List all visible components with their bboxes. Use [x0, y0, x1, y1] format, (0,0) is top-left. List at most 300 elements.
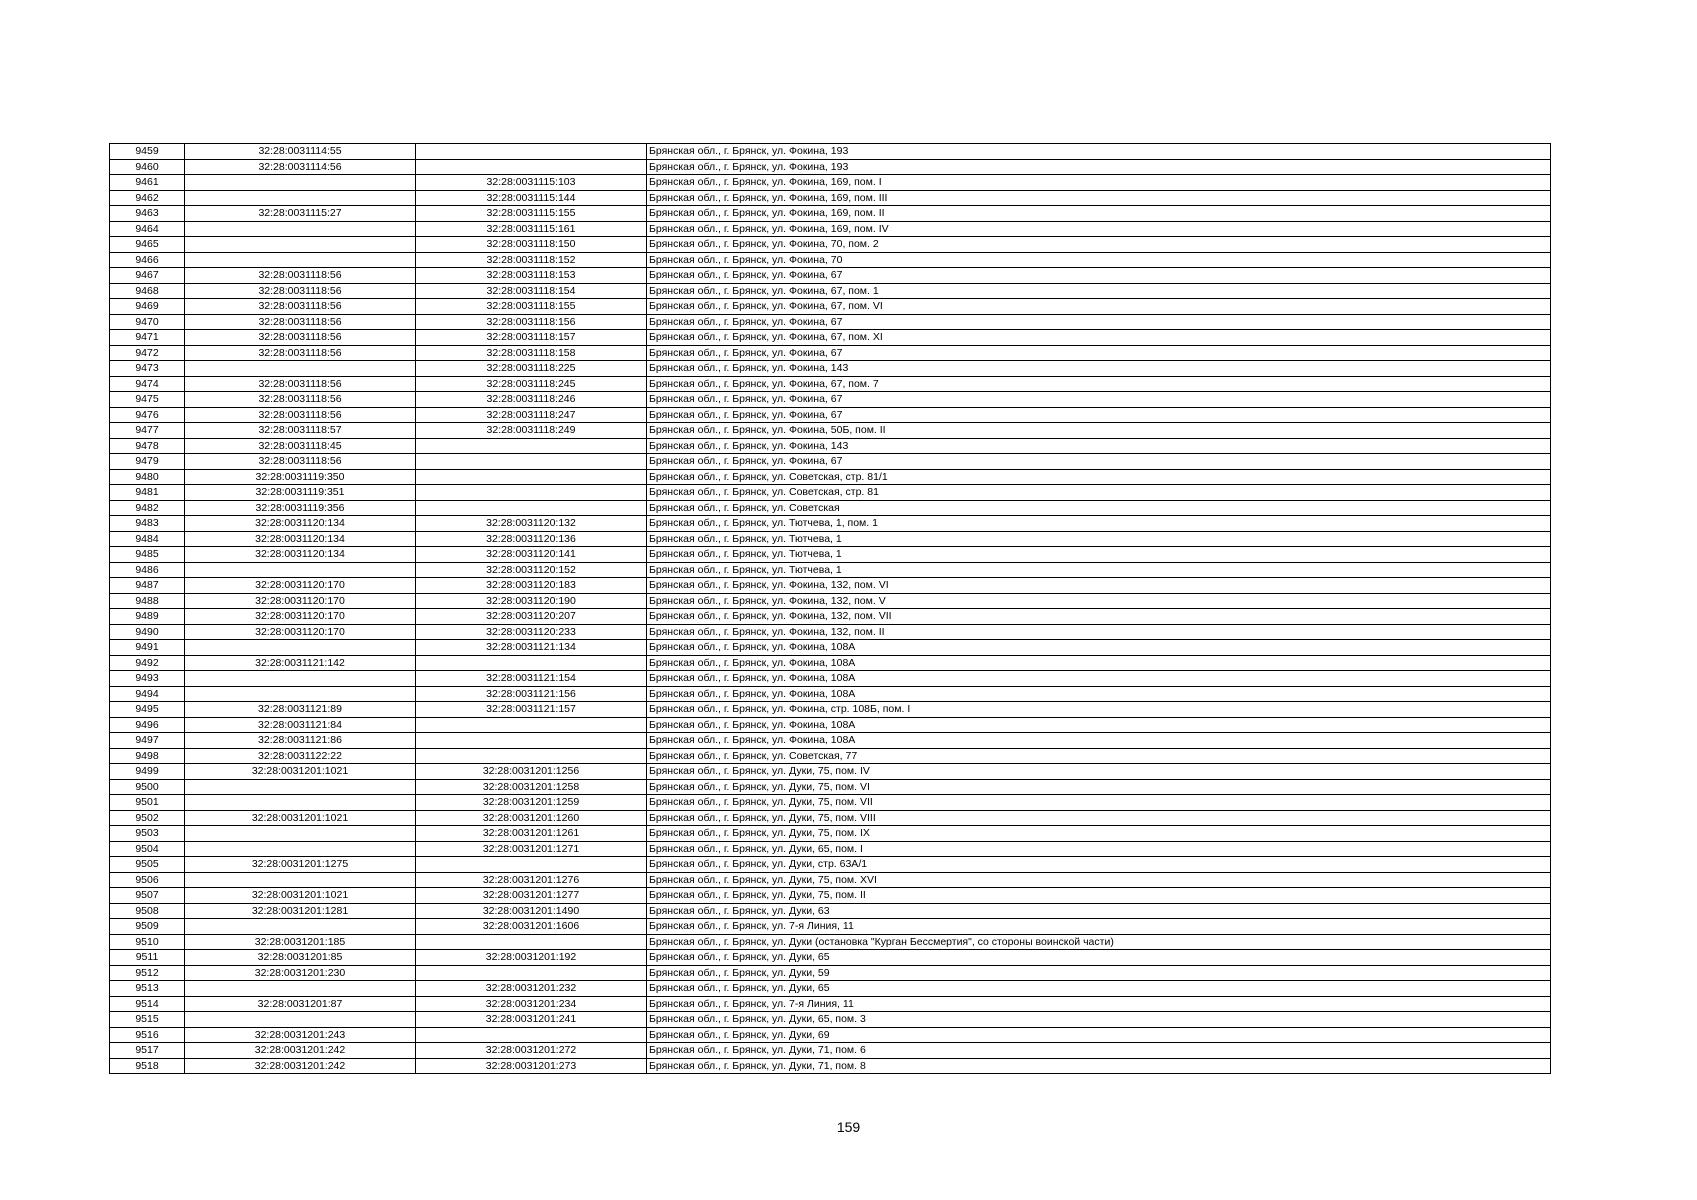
address-cell: Брянская обл., г. Брянск, ул. 7-я Линия, 11 — [647, 996, 1551, 1012]
table-row — [110, 547, 1551, 563]
table-row — [110, 159, 1551, 175]
address-cell: Брянская обл., г. Брянск, ул. Фокина, 132, пом. VII — [647, 609, 1551, 625]
building-cadastral-number-cell: 32:28:0031120:136 — [416, 531, 647, 547]
table-row — [110, 888, 1551, 904]
address-cell: Брянская обл., г. Брянск, ул. Дуки, 75, пом. VII — [647, 795, 1551, 811]
row-number-cell: 9468 — [110, 283, 185, 299]
table-row — [110, 469, 1551, 485]
land-cadastral-number-cell: 32:28:0031118:56 — [185, 376, 416, 392]
building-cadastral-number-cell: 32:28:0031201:1256 — [416, 764, 647, 780]
row-number-cell: 9478 — [110, 438, 185, 454]
table-row — [110, 221, 1551, 237]
building-cadastral-number-cell: 32:28:0031118:150 — [416, 237, 647, 253]
table-row — [110, 686, 1551, 702]
building-cadastral-number-cell: 32:28:0031118:245 — [416, 376, 647, 392]
table-row — [110, 485, 1551, 501]
row-number-cell: 9484 — [110, 531, 185, 547]
building-cadastral-number-cell: 32:28:0031118:225 — [416, 361, 647, 377]
row-number-cell: 9483 — [110, 516, 185, 532]
row-number-cell: 9482 — [110, 500, 185, 516]
table-row — [110, 609, 1551, 625]
land-cadastral-number-cell: 32:28:0031118:56 — [185, 299, 416, 315]
row-number-cell: 9507 — [110, 888, 185, 904]
row-number-cell: 9493 — [110, 671, 185, 687]
land-cadastral-number-cell: 32:28:0031121:89 — [185, 702, 416, 718]
row-number-cell: 9500 — [110, 779, 185, 795]
table-row — [110, 702, 1551, 718]
table-row — [110, 500, 1551, 516]
address-cell: Брянская обл., г. Брянск, ул. Тютчева, 1 — [647, 547, 1551, 563]
address-cell: Брянская обл., г. Брянск, ул. Фокина, 108А — [647, 717, 1551, 733]
table-row — [110, 206, 1551, 222]
address-cell: Брянская обл., г. Брянск, ул. Фокина, 67 — [647, 407, 1551, 423]
row-number-cell: 9495 — [110, 702, 185, 718]
address-cell: Брянская обл., г. Брянск, ул. Дуки, 63 — [647, 903, 1551, 919]
building-cadastral-number-cell — [416, 500, 647, 516]
land-cadastral-number-cell: 32:28:0031120:170 — [185, 609, 416, 625]
building-cadastral-number-cell: 32:28:0031118:154 — [416, 283, 647, 299]
land-cadastral-number-cell: 32:28:0031120:170 — [185, 593, 416, 609]
row-number-cell: 9515 — [110, 1012, 185, 1028]
building-cadastral-number-cell: 32:28:0031118:249 — [416, 423, 647, 439]
address-cell: Брянская обл., г. Брянск, ул. Фокина, 67 — [647, 314, 1551, 330]
table-row — [110, 1012, 1551, 1028]
address-cell: Брянская обл., г. Брянск, ул. Советская, стр. 81 — [647, 485, 1551, 501]
land-cadastral-number-cell: 32:28:0031201:1021 — [185, 810, 416, 826]
address-cell: Брянская обл., г. Брянск, ул. Дуки, 71, пом. 6 — [647, 1043, 1551, 1059]
address-cell: Брянская обл., г. Брянск, ул. Фокина, 169, пом. IV — [647, 221, 1551, 237]
row-number-cell: 9470 — [110, 314, 185, 330]
land-cadastral-number-cell: 32:28:0031118:56 — [185, 268, 416, 284]
building-cadastral-number-cell: 32:28:0031120:132 — [416, 516, 647, 532]
address-cell: Брянская обл., г. Брянск, ул. Фокина, 67 — [647, 345, 1551, 361]
building-cadastral-number-cell — [416, 454, 647, 470]
land-cadastral-number-cell: 32:28:0031118:56 — [185, 330, 416, 346]
address-cell: Брянская обл., г. Брянск, ул. Фокина, 67, пом. 1 — [647, 283, 1551, 299]
land-cadastral-number-cell: 32:28:0031201:243 — [185, 1027, 416, 1043]
land-cadastral-number-cell: 32:28:0031118:56 — [185, 454, 416, 470]
address-cell: Брянская обл., г. Брянск, ул. Фокина, 67 — [647, 392, 1551, 408]
row-number-cell: 9476 — [110, 407, 185, 423]
table-row — [110, 516, 1551, 532]
row-number-cell: 9506 — [110, 872, 185, 888]
building-cadastral-number-cell — [416, 857, 647, 873]
address-cell: Брянская обл., г. Брянск, ул. Дуки, 75, пом. VIII — [647, 810, 1551, 826]
building-cadastral-number-cell: 32:28:0031115:144 — [416, 190, 647, 206]
land-cadastral-number-cell: 32:28:0031201:85 — [185, 950, 416, 966]
building-cadastral-number-cell: 32:28:0031201:1260 — [416, 810, 647, 826]
row-number-cell: 9464 — [110, 221, 185, 237]
building-cadastral-number-cell: 32:28:0031118:157 — [416, 330, 647, 346]
address-cell: Брянская обл., г. Брянск, ул. Фокина, 169, пом. II — [647, 206, 1551, 222]
row-number-cell: 9516 — [110, 1027, 185, 1043]
land-cadastral-number-cell: 32:28:0031118:56 — [185, 283, 416, 299]
table-row — [110, 950, 1551, 966]
row-number-cell: 9510 — [110, 934, 185, 950]
row-number-cell: 9517 — [110, 1043, 185, 1059]
building-cadastral-number-cell: 32:28:0031120:152 — [416, 562, 647, 578]
building-cadastral-number-cell: 32:28:0031201:241 — [416, 1012, 647, 1028]
land-cadastral-number-cell: 32:28:0031118:45 — [185, 438, 416, 454]
land-cadastral-number-cell: 32:28:0031201:1021 — [185, 764, 416, 780]
table-row — [110, 438, 1551, 454]
row-number-cell: 9518 — [110, 1058, 185, 1074]
table-row — [110, 268, 1551, 284]
address-cell: Брянская обл., г. Брянск, ул. Фокина, 108А — [647, 671, 1551, 687]
table-row — [110, 407, 1551, 423]
address-cell: Брянская обл., г. Брянск, ул. 7-я Линия, 11 — [647, 919, 1551, 935]
table-row — [110, 981, 1551, 997]
land-cadastral-number-cell — [185, 779, 416, 795]
table-row — [110, 392, 1551, 408]
table-row — [110, 624, 1551, 640]
building-cadastral-number-cell: 32:28:0031115:103 — [416, 175, 647, 191]
table-row — [110, 376, 1551, 392]
address-cell: Брянская обл., г. Брянск, ул. Фокина, 169, пом. III — [647, 190, 1551, 206]
land-cadastral-number-cell: 32:28:0031115:27 — [185, 206, 416, 222]
row-number-cell: 9474 — [110, 376, 185, 392]
land-cadastral-number-cell: 32:28:0031120:134 — [185, 547, 416, 563]
land-cadastral-number-cell: 32:28:0031121:142 — [185, 655, 416, 671]
row-number-cell: 9472 — [110, 345, 185, 361]
row-number-cell: 9460 — [110, 159, 185, 175]
row-number-cell: 9497 — [110, 733, 185, 749]
row-number-cell: 9462 — [110, 190, 185, 206]
table-row — [110, 531, 1551, 547]
table-row — [110, 175, 1551, 191]
row-number-cell: 9505 — [110, 857, 185, 873]
land-cadastral-number-cell — [185, 221, 416, 237]
row-number-cell: 9469 — [110, 299, 185, 315]
address-cell: Брянская обл., г. Брянск, ул. Фокина, 67 — [647, 268, 1551, 284]
address-cell: Брянская обл., г. Брянск, ул. Дуки, 75, пом. II — [647, 888, 1551, 904]
row-number-cell: 9502 — [110, 810, 185, 826]
row-number-cell: 9512 — [110, 965, 185, 981]
table-row — [110, 1043, 1551, 1059]
land-cadastral-number-cell — [185, 671, 416, 687]
page-number: 159 — [836, 1119, 861, 1135]
building-cadastral-number-cell — [416, 733, 647, 749]
table-row — [110, 996, 1551, 1012]
building-cadastral-number-cell: 32:28:0031201:272 — [416, 1043, 647, 1059]
land-cadastral-number-cell: 32:28:0031122:22 — [185, 748, 416, 764]
address-cell: Брянская обл., г. Брянск, ул. Советская — [647, 500, 1551, 516]
table-row — [110, 903, 1551, 919]
table-row — [110, 330, 1551, 346]
address-cell: Брянская обл., г. Брянск, ул. Фокина, 108А — [647, 686, 1551, 702]
address-cell: Брянская обл., г. Брянск, ул. Дуки, 75, пом. IX — [647, 826, 1551, 842]
row-number-cell: 9473 — [110, 361, 185, 377]
building-cadastral-number-cell: 32:28:0031201:1271 — [416, 841, 647, 857]
row-number-cell: 9509 — [110, 919, 185, 935]
row-number-cell: 9489 — [110, 609, 185, 625]
table-row — [110, 299, 1551, 315]
address-cell: Брянская обл., г. Брянск, ул. Дуки, 75, пом. IV — [647, 764, 1551, 780]
table-row — [110, 764, 1551, 780]
address-cell: Брянская обл., г. Брянск, ул. Дуки, 75, пом. VI — [647, 779, 1551, 795]
address-cell: Брянская обл., г. Брянск, ул. Тютчева, 1 — [647, 531, 1551, 547]
land-cadastral-number-cell: 32:28:0031118:56 — [185, 345, 416, 361]
table-row — [110, 934, 1551, 950]
land-cadastral-number-cell — [185, 640, 416, 656]
land-cadastral-number-cell: 32:28:0031120:170 — [185, 578, 416, 594]
row-number-cell: 9465 — [110, 237, 185, 253]
building-cadastral-number-cell — [416, 965, 647, 981]
building-cadastral-number-cell: 32:28:0031201:232 — [416, 981, 647, 997]
address-cell: Брянская обл., г. Брянск, ул. Дуки, 75, пом. XVI — [647, 872, 1551, 888]
land-cadastral-number-cell: 32:28:0031119:356 — [185, 500, 416, 516]
address-cell: Брянская обл., г. Брянск, ул. Дуки, 65 — [647, 981, 1551, 997]
building-cadastral-number-cell: 32:28:0031201:1490 — [416, 903, 647, 919]
building-cadastral-number-cell — [416, 934, 647, 950]
land-cadastral-number-cell: 32:28:0031201:185 — [185, 934, 416, 950]
land-cadastral-number-cell — [185, 237, 416, 253]
land-cadastral-number-cell: 32:28:0031119:351 — [185, 485, 416, 501]
address-cell: Брянская обл., г. Брянск, ул. Фокина, 193 — [647, 159, 1551, 175]
building-cadastral-number-cell: 32:28:0031120:233 — [416, 624, 647, 640]
table-row — [110, 857, 1551, 873]
land-cadastral-number-cell — [185, 795, 416, 811]
building-cadastral-number-cell: 32:28:0031118:155 — [416, 299, 647, 315]
land-cadastral-number-cell: 32:28:0031120:170 — [185, 624, 416, 640]
building-cadastral-number-cell: 32:28:0031120:190 — [416, 593, 647, 609]
table-row — [110, 454, 1551, 470]
address-cell: Брянская обл., г. Брянск, ул. Тютчева, 1 — [647, 562, 1551, 578]
land-cadastral-number-cell — [185, 686, 416, 702]
address-cell: Брянская обл., г. Брянск, ул. Фокина, 67, пом. VI — [647, 299, 1551, 315]
building-cadastral-number-cell: 32:28:0031118:158 — [416, 345, 647, 361]
table-row — [110, 640, 1551, 656]
address-cell: Брянская обл., г. Брянск, ул. Фокина, 143 — [647, 361, 1551, 377]
building-cadastral-number-cell — [416, 159, 647, 175]
address-cell: Брянская обл., г. Брянск, ул. Фокина, 108А — [647, 640, 1551, 656]
address-cell: Брянская обл., г. Брянск, ул. Фокина, 67 — [647, 454, 1551, 470]
land-cadastral-number-cell: 32:28:0031201:87 — [185, 996, 416, 1012]
building-cadastral-number-cell: 32:28:0031118:246 — [416, 392, 647, 408]
building-cadastral-number-cell: 32:28:0031201:1259 — [416, 795, 647, 811]
address-cell: Брянская обл., г. Брянск, ул. Фокина, 143 — [647, 438, 1551, 454]
building-cadastral-number-cell — [416, 655, 647, 671]
table-row — [110, 965, 1551, 981]
table-row — [110, 1027, 1551, 1043]
table-row — [110, 810, 1551, 826]
address-cell: Брянская обл., г. Брянск, ул. Фокина, 50Б, пом. II — [647, 423, 1551, 439]
building-cadastral-number-cell: 32:28:0031121:154 — [416, 671, 647, 687]
building-cadastral-number-cell — [416, 485, 647, 501]
building-cadastral-number-cell: 32:28:0031121:157 — [416, 702, 647, 718]
land-cadastral-number-cell — [185, 826, 416, 842]
address-cell: Брянская обл., г. Брянск, ул. Советская, стр. 81/1 — [647, 469, 1551, 485]
address-cell: Брянская обл., г. Брянск, ул. Фокина, 67, пом. 7 — [647, 376, 1551, 392]
table-row — [110, 826, 1551, 842]
address-cell: Брянская обл., г. Брянск, ул. Дуки, стр. 63А/1 — [647, 857, 1551, 873]
row-number-cell: 9479 — [110, 454, 185, 470]
land-cadastral-number-cell — [185, 841, 416, 857]
building-cadastral-number-cell — [416, 748, 647, 764]
address-cell: Брянская обл., г. Брянск, ул. Фокина, 132, пом. VI — [647, 578, 1551, 594]
row-number-cell: 9471 — [110, 330, 185, 346]
land-cadastral-number-cell: 32:28:0031118:56 — [185, 392, 416, 408]
building-cadastral-number-cell: 32:28:0031201:1606 — [416, 919, 647, 935]
table-row — [110, 795, 1551, 811]
land-cadastral-number-cell: 32:28:0031118:57 — [185, 423, 416, 439]
building-cadastral-number-cell — [416, 469, 647, 485]
row-number-cell: 9480 — [110, 469, 185, 485]
row-number-cell: 9467 — [110, 268, 185, 284]
land-cadastral-number-cell: 32:28:0031201:1021 — [185, 888, 416, 904]
row-number-cell: 9459 — [110, 144, 185, 160]
address-cell: Брянская обл., г. Брянск, ул. Тютчева, 1, пом. 1 — [647, 516, 1551, 532]
table-row — [110, 345, 1551, 361]
land-cadastral-number-cell: 32:28:0031201:242 — [185, 1043, 416, 1059]
building-cadastral-number-cell: 32:28:0031201:1261 — [416, 826, 647, 842]
table-row — [110, 872, 1551, 888]
building-cadastral-number-cell: 32:28:0031120:141 — [416, 547, 647, 563]
table-row — [110, 252, 1551, 268]
row-number-cell: 9477 — [110, 423, 185, 439]
building-cadastral-number-cell: 32:28:0031121:134 — [416, 640, 647, 656]
building-cadastral-number-cell: 32:28:0031201:273 — [416, 1058, 647, 1074]
land-cadastral-number-cell: 32:28:0031118:56 — [185, 314, 416, 330]
row-number-cell: 9466 — [110, 252, 185, 268]
table-row — [110, 361, 1551, 377]
land-cadastral-number-cell — [185, 1012, 416, 1028]
building-cadastral-number-cell: 32:28:0031118:247 — [416, 407, 647, 423]
registry-table-body — [110, 144, 1551, 1074]
table-row — [110, 283, 1551, 299]
row-number-cell: 9481 — [110, 485, 185, 501]
building-cadastral-number-cell — [416, 1027, 647, 1043]
row-number-cell: 9498 — [110, 748, 185, 764]
address-cell: Брянская обл., г. Брянск, ул. Дуки, 69 — [647, 1027, 1551, 1043]
property-registry-table — [109, 143, 1551, 1074]
row-number-cell: 9501 — [110, 795, 185, 811]
table-row — [110, 314, 1551, 330]
table-row — [110, 717, 1551, 733]
address-cell: Брянская обл., г. Брянск, ул. Дуки, 59 — [647, 965, 1551, 981]
land-cadastral-number-cell: 32:28:0031121:86 — [185, 733, 416, 749]
row-number-cell: 9491 — [110, 640, 185, 656]
land-cadastral-number-cell — [185, 562, 416, 578]
building-cadastral-number-cell — [416, 144, 647, 160]
building-cadastral-number-cell: 32:28:0031115:161 — [416, 221, 647, 237]
row-number-cell: 9499 — [110, 764, 185, 780]
building-cadastral-number-cell: 32:28:0031201:1277 — [416, 888, 647, 904]
building-cadastral-number-cell: 32:28:0031201:234 — [416, 996, 647, 1012]
land-cadastral-number-cell: 32:28:0031114:56 — [185, 159, 416, 175]
row-number-cell: 9496 — [110, 717, 185, 733]
table-row — [110, 578, 1551, 594]
building-cadastral-number-cell: 32:28:0031120:183 — [416, 578, 647, 594]
building-cadastral-number-cell: 32:28:0031121:156 — [416, 686, 647, 702]
building-cadastral-number-cell: 32:28:0031201:1258 — [416, 779, 647, 795]
building-cadastral-number-cell: 32:28:0031115:155 — [416, 206, 647, 222]
address-cell: Брянская обл., г. Брянск, ул. Фокина, 132, пом. II — [647, 624, 1551, 640]
row-number-cell: 9513 — [110, 981, 185, 997]
row-number-cell: 9492 — [110, 655, 185, 671]
land-cadastral-number-cell — [185, 981, 416, 997]
land-cadastral-number-cell: 32:28:0031201:1275 — [185, 857, 416, 873]
address-cell: Брянская обл., г. Брянск, ул. Дуки, 65, пом. I — [647, 841, 1551, 857]
row-number-cell: 9494 — [110, 686, 185, 702]
table-row — [110, 144, 1551, 160]
address-cell: Брянская обл., г. Брянск, ул. Дуки, 71, пом. 8 — [647, 1058, 1551, 1074]
row-number-cell: 9508 — [110, 903, 185, 919]
table-row — [110, 733, 1551, 749]
land-cadastral-number-cell: 32:28:0031121:84 — [185, 717, 416, 733]
land-cadastral-number-cell — [185, 252, 416, 268]
table-row — [110, 841, 1551, 857]
table-row — [110, 423, 1551, 439]
row-number-cell: 9475 — [110, 392, 185, 408]
land-cadastral-number-cell: 32:28:0031118:56 — [185, 407, 416, 423]
building-cadastral-number-cell — [416, 438, 647, 454]
building-cadastral-number-cell: 32:28:0031120:207 — [416, 609, 647, 625]
table-row — [110, 237, 1551, 253]
land-cadastral-number-cell: 32:28:0031114:55 — [185, 144, 416, 160]
land-cadastral-number-cell: 32:28:0031201:230 — [185, 965, 416, 981]
land-cadastral-number-cell: 32:28:0031120:134 — [185, 516, 416, 532]
table-row — [110, 655, 1551, 671]
table-row — [110, 671, 1551, 687]
row-number-cell: 9488 — [110, 593, 185, 609]
land-cadastral-number-cell — [185, 190, 416, 206]
address-cell: Брянская обл., г. Брянск, ул. Дуки, 65, пом. 3 — [647, 1012, 1551, 1028]
row-number-cell: 9486 — [110, 562, 185, 578]
table-row — [110, 593, 1551, 609]
land-cadastral-number-cell — [185, 361, 416, 377]
row-number-cell: 9461 — [110, 175, 185, 191]
land-cadastral-number-cell: 32:28:0031201:1281 — [185, 903, 416, 919]
address-cell: Брянская обл., г. Брянск, ул. Фокина, 108А — [647, 655, 1551, 671]
table-row — [110, 1058, 1551, 1074]
address-cell: Брянская обл., г. Брянск, ул. Дуки (остановка "Курган Бессмертия", со стороны воинской части) — [647, 934, 1551, 950]
address-cell: Брянская обл., г. Брянск, ул. Фокина, 70, пом. 2 — [647, 237, 1551, 253]
address-cell: Брянская обл., г. Брянск, ул. Фокина, 67, пом. XI — [647, 330, 1551, 346]
land-cadastral-number-cell — [185, 919, 416, 935]
land-cadastral-number-cell: 32:28:0031201:242 — [185, 1058, 416, 1074]
building-cadastral-number-cell: 32:28:0031118:152 — [416, 252, 647, 268]
row-number-cell: 9503 — [110, 826, 185, 842]
address-cell: Брянская обл., г. Брянск, ул. Фокина, 108А — [647, 733, 1551, 749]
table-row — [110, 919, 1551, 935]
address-cell: Брянская обл., г. Брянск, ул. Советская, 77 — [647, 748, 1551, 764]
building-cadastral-number-cell: 32:28:0031201:1276 — [416, 872, 647, 888]
building-cadastral-number-cell: 32:28:0031118:156 — [416, 314, 647, 330]
row-number-cell: 9490 — [110, 624, 185, 640]
address-cell: Брянская обл., г. Брянск, ул. Фокина, 70 — [647, 252, 1551, 268]
row-number-cell: 9504 — [110, 841, 185, 857]
land-cadastral-number-cell: 32:28:0031119:350 — [185, 469, 416, 485]
address-cell: Брянская обл., г. Брянск, ул. Фокина, стр. 108Б, пом. I — [647, 702, 1551, 718]
address-cell: Брянская обл., г. Брянск, ул. Фокина, 193 — [647, 144, 1551, 160]
table-row — [110, 779, 1551, 795]
table-row — [110, 562, 1551, 578]
row-number-cell: 9514 — [110, 996, 185, 1012]
address-cell: Брянская обл., г. Брянск, ул. Фокина, 169, пом. I — [647, 175, 1551, 191]
land-cadastral-number-cell — [185, 872, 416, 888]
row-number-cell: 9463 — [110, 206, 185, 222]
building-cadastral-number-cell: 32:28:0031118:153 — [416, 268, 647, 284]
land-cadastral-number-cell — [185, 175, 416, 191]
address-cell: Брянская обл., г. Брянск, ул. Фокина, 132, пом. V — [647, 593, 1551, 609]
row-number-cell: 9487 — [110, 578, 185, 594]
table-row — [110, 190, 1551, 206]
building-cadastral-number-cell: 32:28:0031201:192 — [416, 950, 647, 966]
row-number-cell: 9485 — [110, 547, 185, 563]
land-cadastral-number-cell: 32:28:0031120:134 — [185, 531, 416, 547]
table-row — [110, 748, 1551, 764]
